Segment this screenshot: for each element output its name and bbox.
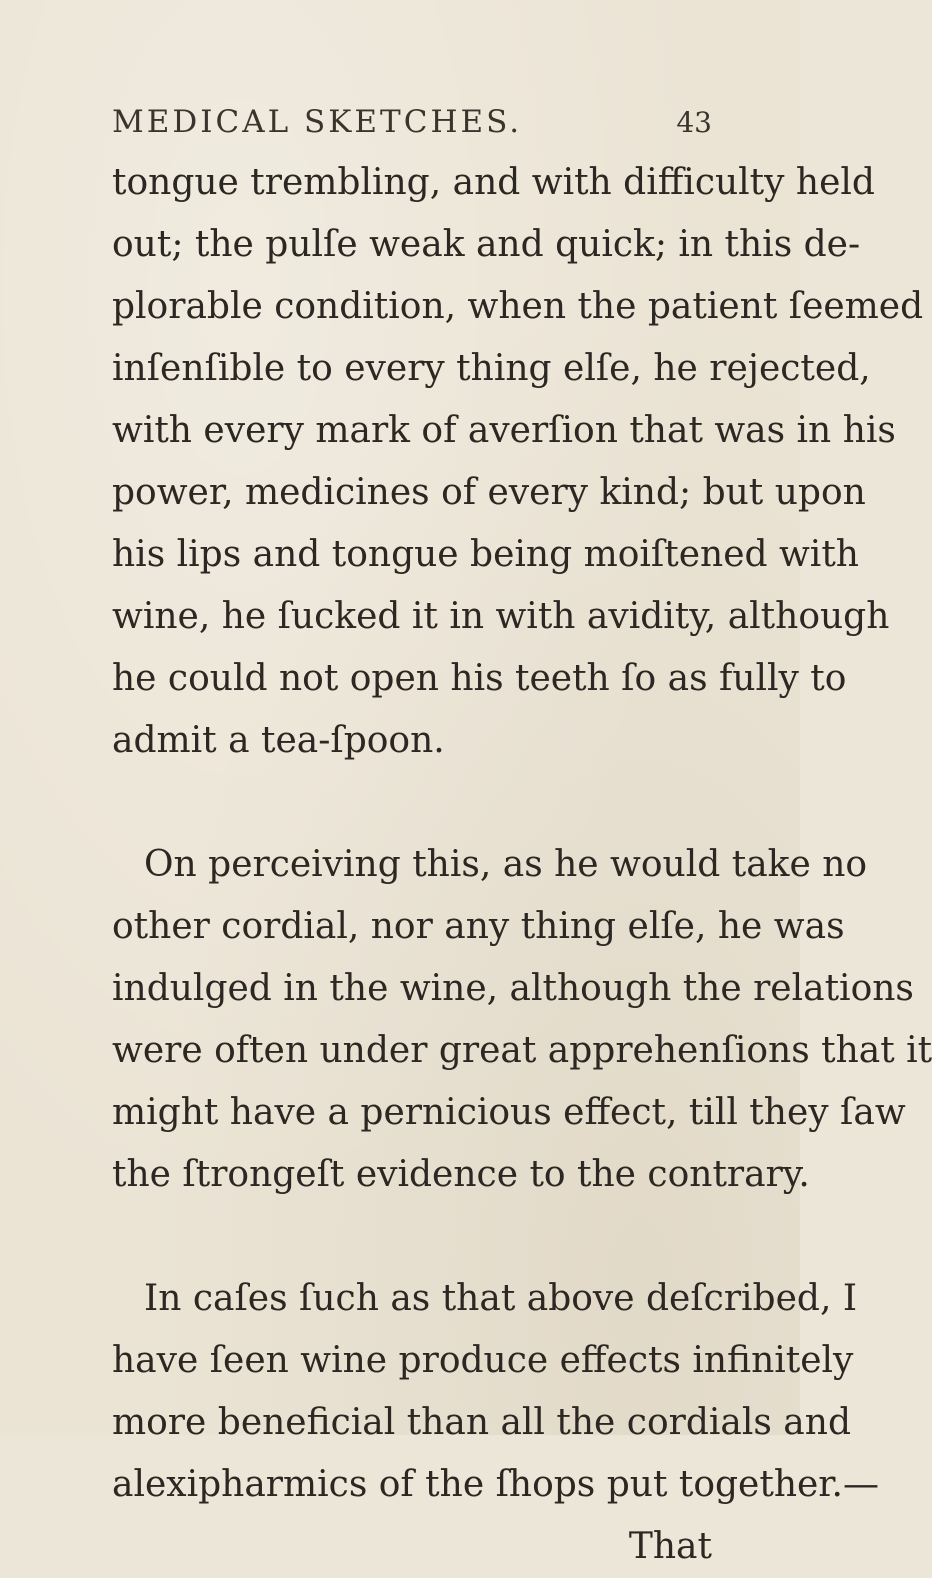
text-line: In caſes ſuch as that above deſcribed, I [144,1278,858,1319]
page-header [112,104,712,144]
text-line: have ſeen wine produce effects infinitely [112,1340,854,1381]
text-line: tongue trembling, and with difficulty held [112,162,875,203]
paragraph-3 [112,1268,880,1578]
text-line: other cordial, nor any thing elſe, he was [112,906,845,947]
text-line: inſenſible to every thing elſe, he rejected, [112,348,871,389]
running-head: MEDICAL SKETCHES. [112,104,523,140]
paragraph-2 [112,834,932,1206]
text-line: his lips and tongue being moiſtened with [112,534,859,575]
text-line: indulged in the wine, although the relations [112,968,914,1009]
text-line: power, medicines of every kind; but upon [112,472,866,513]
text-line: the ſtrongeſt evidence to the contrary. [112,1154,810,1195]
text-line: alexipharmics of the ſhops put together.— [112,1464,880,1505]
catchword: That [628,1526,712,1567]
text-line: with every mark of averſion that was in his [112,410,896,451]
text-line: plorable condition, when the patient ſeemed [112,286,924,327]
page-number: 43 [676,106,712,139]
body-text [112,152,932,1578]
text-line: might have a pernicious effect, till they ſaw [112,1092,906,1133]
text-line: more beneficial than all the cordials and [112,1402,851,1443]
text-line: admit a tea-ſpoon. [112,720,445,761]
text-line: On perceiving this, as he would take no [144,844,868,885]
text-line: out; the pulſe weak and quick; in this de- [112,224,861,265]
text-line: wine, he ſucked it in with avidity, although [112,596,890,637]
text-line: he could not open his teeth ſo as fully to [112,658,847,699]
paragraph-1 [112,152,924,772]
text-line: were often under great apprehenſions that it [112,1030,932,1071]
